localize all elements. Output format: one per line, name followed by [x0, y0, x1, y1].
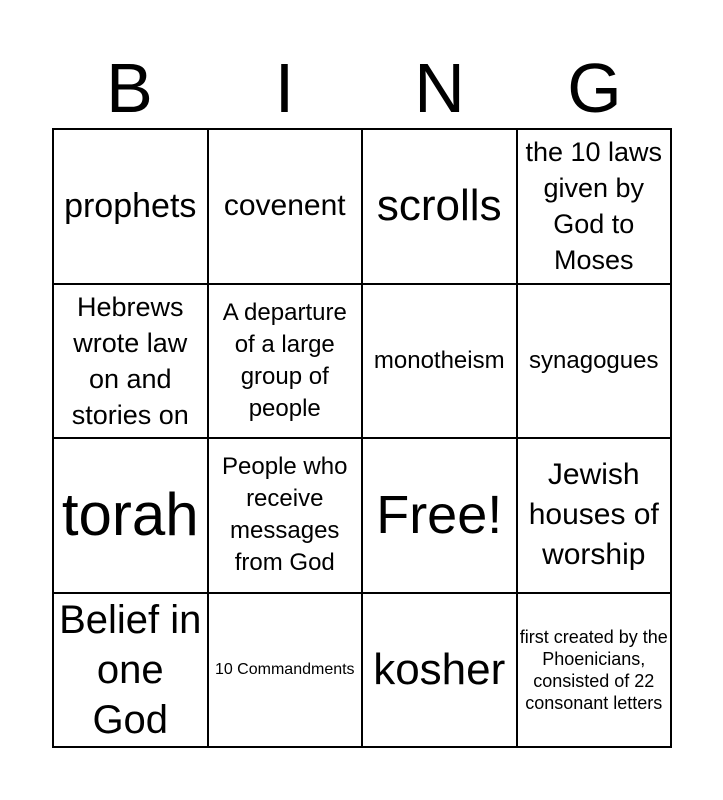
header-letter-g: G	[567, 49, 622, 127]
bingo-cell[interactable]	[518, 130, 673, 285]
bingo-cell[interactable]	[54, 594, 209, 749]
bingo-cell[interactable]	[363, 130, 518, 285]
bingo-cell[interactable]	[518, 439, 673, 594]
free-space[interactable]	[363, 439, 518, 594]
cell-text: prophets	[64, 187, 197, 226]
bingo-cell[interactable]	[209, 594, 364, 749]
header-letter-b: B	[106, 49, 153, 127]
bingo-cell[interactable]	[518, 594, 673, 749]
cell-text: covenent	[223, 189, 346, 223]
cell-text: Jewish houses of worship	[528, 458, 659, 572]
cell-text: synagogues	[529, 346, 659, 374]
bingo-header	[52, 48, 672, 128]
header-letter-i: I	[274, 49, 295, 127]
bingo-grid	[52, 128, 672, 748]
cell-text: kosher	[373, 644, 506, 694]
cell-text: Belief in one God	[59, 597, 202, 742]
bingo-cell[interactable]	[209, 285, 364, 440]
bingo-cell[interactable]	[54, 130, 209, 285]
cell-text: scrolls	[376, 181, 502, 231]
bingo-cell[interactable]	[209, 130, 364, 285]
cell-text: torah	[61, 481, 199, 549]
bingo-cell[interactable]	[54, 439, 209, 594]
header-letter-n: N	[414, 49, 465, 127]
bingo-cell[interactable]	[209, 439, 364, 594]
cell-text: the 10 laws given by God to Moses	[525, 137, 663, 276]
bingo-cell[interactable]	[518, 285, 673, 440]
cell-text: Hebrews wrote law on and stories on	[71, 291, 189, 430]
cell-text: first created by the Phoenicians, consisted of 22 consonant letters	[519, 626, 668, 713]
bingo-cell[interactable]	[363, 594, 518, 749]
cell-text: People who receive messages from God	[222, 453, 348, 577]
cell-text: 10 Commandments	[214, 660, 355, 678]
free-space-text: Free!	[376, 485, 503, 546]
cell-text: A departure of a large group of people	[222, 298, 347, 422]
bingo-cell[interactable]	[363, 285, 518, 440]
bingo-cell[interactable]	[54, 285, 209, 440]
cell-text: monotheism	[373, 346, 505, 374]
